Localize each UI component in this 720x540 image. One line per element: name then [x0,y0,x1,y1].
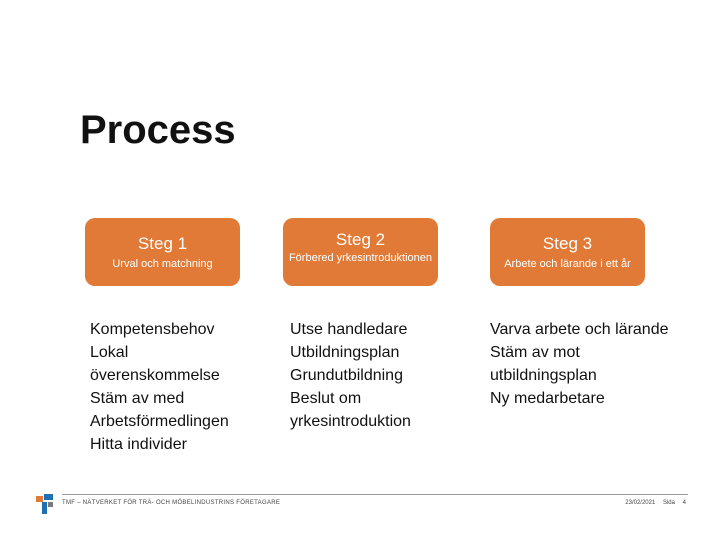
step-3-subtitle: Arbete och lärande i ett år [504,258,631,270]
list-item: Grundutbildning [290,367,403,384]
step-3-box [490,218,645,286]
step-1-box [85,218,240,286]
list-item: Ny medarbetare [490,390,605,407]
slide-title: Process [80,108,236,152]
footer-meta [619,500,686,506]
step-2-title: Steg 2 [335,230,386,249]
footer-organization: TMF – NÄTVERKET FÖR TRÄ- OCH MÖBELINDUSTRINS FÖRETAGARE [62,500,281,506]
list-item: Varva arbete och lärande [490,321,669,338]
footer-slide-number: 4 [682,500,686,506]
step-3-title: Steg 3 [542,234,593,253]
tmf-logo-icon [36,494,54,514]
list-item: Stäm av med [90,390,185,407]
step-2-list [290,318,411,433]
step-2-subtitle: Förbered yrkesintroduktionen [288,252,433,264]
footer-slide-label: Sida [662,500,675,506]
list-item: Hitta individer [90,436,187,453]
list-item: Kompetensbehov [90,321,215,338]
step-2-box [283,218,438,286]
step-3-list [490,318,668,410]
step-1-list [90,318,229,456]
list-item: yrkesintroduktion [290,413,411,430]
step-1-title: Steg 1 [137,234,188,253]
list-item: överenskommelse [90,367,220,384]
list-item: utbildningsplan [490,367,597,384]
footer-date: 23/02/2021 [625,500,656,506]
list-item: Lokal [90,344,129,361]
footer-divider [62,494,688,495]
list-item: Stäm av mot [490,344,580,361]
list-item: Beslut om [290,390,362,407]
list-item: Arbetsförmedlingen [90,413,229,430]
list-item: Utse handledare [290,321,408,338]
list-item: Utbildningsplan [290,344,400,361]
step-1-subtitle: Urval och matchning [112,258,213,270]
